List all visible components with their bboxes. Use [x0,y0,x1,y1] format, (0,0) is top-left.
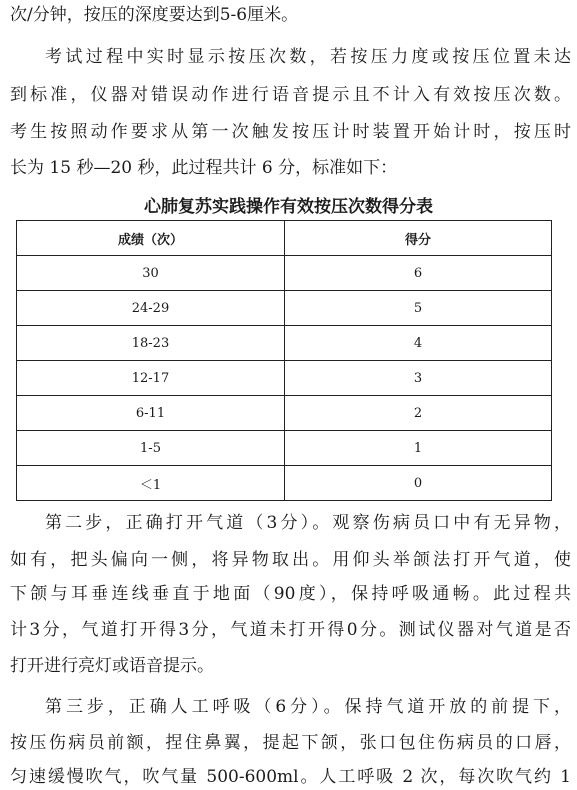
paragraph-line: 第二步，正确打开气道（3分）。观察伤病员口中有无异物， [45,513,571,533]
paragraph-line: 考生按照动作要求从第一次触发按压计时装置开始计时，按压时 [10,122,571,142]
paragraph-line: 第三步，正确人工呼吸（6分）。保持气道开放的前提下， [45,697,571,717]
table-cell: 6-11 [17,396,285,431]
table-cell: 12-17 [17,361,285,396]
table-cell: 30 [17,256,285,291]
table-row [17,326,552,361]
column-header-points: 得分 [285,221,552,256]
table-cell: 0 [285,466,552,501]
table-row [17,431,552,466]
table-cell: ＜1 [17,466,285,501]
paragraph-line: 下颌与耳垂连线垂直于地面（90度），保持呼吸通畅。此过程共 [10,584,571,604]
paragraph-line: 如有，把头偏向一侧，将异物取出。用仰头举颌法打开气道，使 [10,550,571,570]
paragraph-line: 计3分，气道打开得3分，气道未打开得0分。测试仪器对气道是否 [10,620,571,640]
table-row [17,256,552,291]
table-cell: 5 [285,291,552,326]
table-cell: 24-29 [17,291,285,326]
paragraph-line: 长为 15 秒—20 秒，此过程共计 6 分，标准如下： [10,158,398,178]
table-cell: 6 [285,256,552,291]
table-cell: 4 [285,326,552,361]
table-row [17,466,552,501]
paragraph-line: 次/分钟，按压的深度要达到5-6厘米。 [10,5,299,25]
table-cell: 2 [285,396,552,431]
table-row [17,396,552,431]
paragraph-line: 匀速缓慢吹气，吹气量 500-600ml。人工呼吸 2 次，每次吹气约 1 [10,767,571,787]
paragraph-line: 考试过程中实时显示按压次数，若按压力度或按压位置未达 [45,47,571,67]
table-title: 心肺复苏实践操作有效按压次数得分表 [144,197,433,217]
table-cell: 3 [285,361,552,396]
table-cell: 18-23 [17,326,285,361]
column-header-score-count: 成绩（次） [17,221,285,256]
table-header-row [17,221,552,256]
paragraph-line: 到标准，仪器对错误动作进行语音提示且不计入有效按压次数。 [10,85,571,105]
table-row [17,361,552,396]
table-cell: 1 [285,431,552,466]
score-table [16,220,552,501]
paragraph-line: 打开进行亮灯或语音提示。 [10,656,214,676]
table-cell: 1-5 [17,431,285,466]
paragraph-line: 按压伤病员前额，捏住鼻翼，提起下颌，张口包住伤病员的口唇， [10,733,571,753]
table-row [17,291,552,326]
